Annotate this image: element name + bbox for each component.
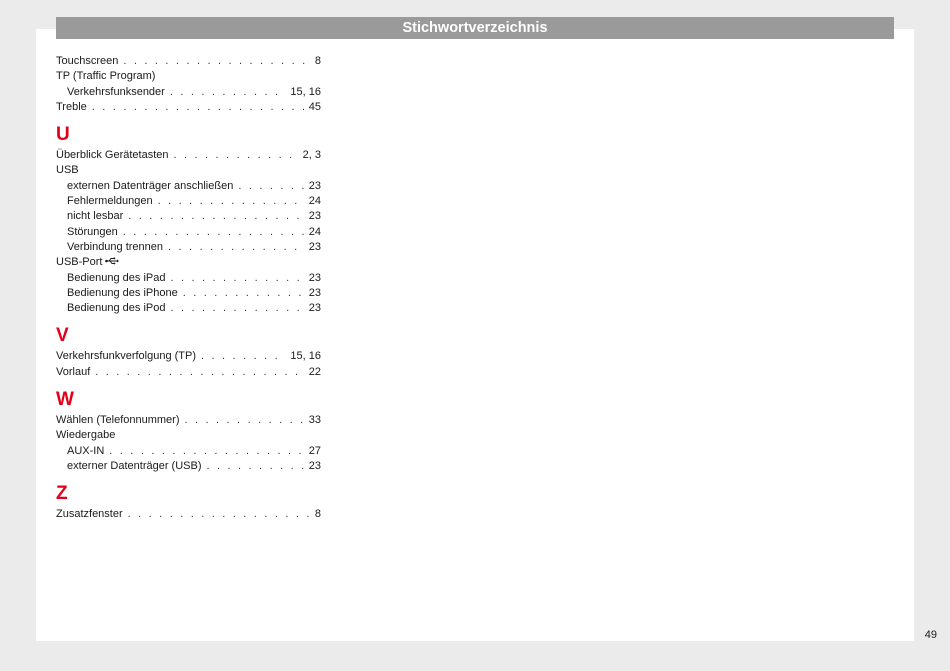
entry-pages: 23: [308, 179, 321, 192]
dot-leader: [170, 271, 303, 286]
index-subentry: [56, 179, 321, 194]
entry-label: AUX-IN: [67, 444, 105, 457]
index-entry: [56, 54, 321, 69]
dot-leader: [128, 507, 310, 522]
entry-label: Vorlauf: [56, 365, 91, 378]
index-subentry: [56, 444, 321, 459]
page-header: [56, 17, 894, 39]
entry-pages: 8: [314, 508, 321, 521]
entry-label: Verkehrsfunkverfolgung (TP): [56, 350, 197, 363]
index-entry: [56, 255, 321, 270]
entry-pages: 23: [308, 302, 321, 315]
entry-pages: 15, 16: [290, 350, 321, 363]
dot-leader: [183, 286, 304, 301]
index-entry: [56, 428, 321, 443]
index-entry: [56, 100, 321, 115]
section-letter-u: U: [56, 124, 70, 146]
index-entry: [56, 413, 321, 428]
dot-leader: [158, 194, 304, 209]
entry-pages: 23: [308, 286, 321, 299]
index-subentry: [56, 194, 321, 209]
entry-label: Überblick Gerätetasten: [56, 149, 169, 162]
entry-label: Wiedergabe: [56, 429, 116, 442]
entry-label: USB: [56, 164, 79, 177]
entry-label: Touchscreen: [56, 55, 119, 67]
dot-leader: [92, 100, 304, 115]
index-subentry: [56, 85, 321, 100]
index-entry: [56, 365, 321, 380]
entry-label: Störungen: [67, 225, 118, 238]
dot-leader: [123, 54, 310, 69]
entry-label: Zusatzfenster: [56, 508, 123, 521]
dot-leader: [201, 349, 285, 364]
entry-pages: 2, 3: [302, 149, 321, 162]
index-entry: [56, 163, 321, 178]
section-letter-z: Z: [56, 483, 68, 505]
entry-pages: 23: [308, 459, 321, 472]
entry-label: Bedienung des iPhone: [67, 286, 178, 299]
index-subentry: [56, 459, 321, 474]
entry-pages: 33: [308, 414, 321, 427]
index-subentry: [56, 225, 321, 240]
entry-pages: 45: [308, 100, 321, 113]
entry-label: Wählen (Telefonnummer): [56, 414, 180, 427]
dot-leader: [95, 365, 304, 380]
dot-leader: [168, 240, 304, 255]
entry-pages: 27: [308, 444, 321, 457]
index-entry: [56, 507, 321, 522]
dot-leader: [109, 444, 303, 459]
dot-leader: [174, 148, 298, 163]
entry-label: Verkehrsfunksender: [67, 85, 165, 98]
dot-leader: [170, 85, 286, 100]
usb-icon: [105, 255, 119, 270]
entry-pages: 23: [308, 240, 321, 253]
index-entry: [56, 349, 321, 364]
index-subentry: [56, 286, 321, 301]
entry-pages: 24: [308, 225, 321, 238]
entry-pages: 22: [308, 365, 321, 378]
index-subentry: [56, 271, 321, 286]
entry-pages: 23: [308, 210, 321, 223]
entry-pages: 15, 16: [290, 85, 321, 98]
dot-leader: [170, 301, 303, 316]
entry-label: nicht lesbar: [67, 210, 124, 223]
index-subentry: [56, 240, 321, 255]
dot-leader: [238, 179, 303, 194]
entry-label: externer Datenträger (USB): [67, 459, 202, 472]
dot-leader: [207, 459, 304, 474]
page-number: 49: [924, 629, 937, 641]
entry-label: Bedienung des iPad: [67, 271, 166, 284]
entry-label: TP (Traffic Program): [56, 70, 156, 83]
index-entry: [56, 148, 321, 163]
entry-pages: 24: [308, 195, 321, 208]
dot-leader: [185, 413, 304, 428]
entry-label: Fehlermeldungen: [67, 195, 153, 208]
section-letter-w: W: [56, 389, 74, 411]
entry-label: Bedienung des iPod: [67, 302, 166, 315]
dot-leader: [128, 209, 303, 224]
section-letter-v: V: [56, 325, 69, 347]
entry-label: Verbindung trennen: [67, 240, 164, 253]
entry-label: Treble: [56, 100, 87, 113]
dot-leader: [123, 225, 304, 240]
index-list: [56, 54, 321, 523]
index-entry: [56, 69, 321, 84]
entry-label: externen Datenträger anschließen: [67, 179, 234, 192]
index-subentry: [56, 301, 321, 316]
entry-label: USB-Port: [56, 256, 103, 269]
page-title: Stichwortverzeichnis: [402, 20, 548, 36]
index-subentry: [56, 209, 321, 224]
entry-pages: 8: [314, 55, 321, 67]
entry-pages: 23: [308, 271, 321, 284]
